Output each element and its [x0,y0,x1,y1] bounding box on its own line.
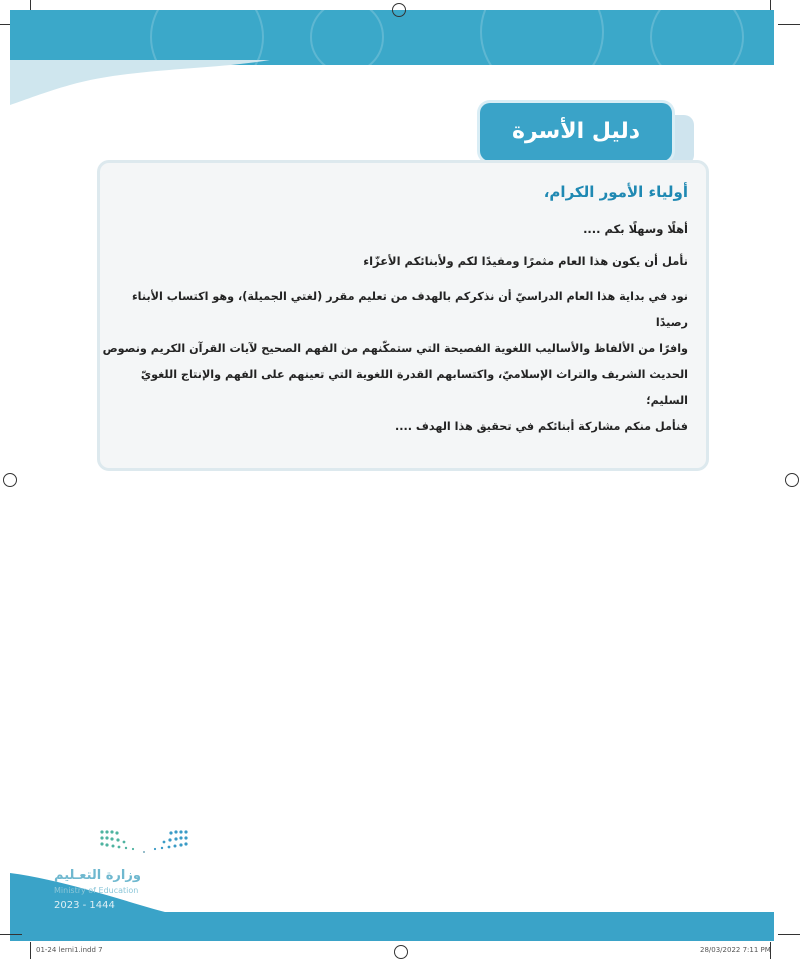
footer-bar [10,912,774,941]
paragraph-line: فنأمل منكم مشاركة أبنائكم في تحقيق هذا الهدف .... [394,420,688,433]
welcome-line: أهلًا وسهلًا بكم .... [583,222,688,236]
registration-mark-icon [394,945,408,959]
ministry-logo-icon [96,828,192,856]
file-slug: 01-24 lerni1.indd 7 [36,946,103,954]
registration-mark-icon [392,3,406,17]
ministry-name-arabic: وزارة التعـليم [54,868,141,883]
greeting-heading: أولياء الأمور الكرام، [543,183,688,201]
year-label: 2023 - 1444 [54,900,115,911]
crop-mark [30,942,31,959]
top-banner [10,10,774,65]
paragraph-line: الحديث الشريف والتراث الإسلاميّ، واكتسابهم القدرة اللغوية التي تعينهم على الفهم والإنتاج اللغويّ السليم؛ [140,368,688,407]
paragraph-line: وافرًا من الألفاظ والأساليب اللغوية الفصيحة التي ستمكّنهم من الفهم الصحيح لآيات القرآن الكريم ونصوص [102,342,688,355]
wish-line: نأمل أن يكون هذا العام مثمرًا ومفيدًا لكم ولأبنائكم الأعزّاء [363,254,688,268]
page-title: دليل الأسرة [511,119,641,144]
crop-mark [0,934,22,935]
banner-wave [10,60,270,105]
message-paragraph [102,284,688,440]
crop-mark [778,934,800,935]
registration-mark-icon [785,473,799,487]
crop-mark [778,24,800,25]
date-slug: 28/03/2022 7:11 PM [700,946,771,954]
paragraph-line: نود في بداية هذا العام الدراسيّ أن نذكركم بالهدف من تعليم مقرر (لغتي الجميلة)، وهو اكتساب الأبناء رصيدًا [131,290,688,329]
ministry-name-english: Ministry of Education [54,886,139,895]
registration-mark-icon [3,473,17,487]
